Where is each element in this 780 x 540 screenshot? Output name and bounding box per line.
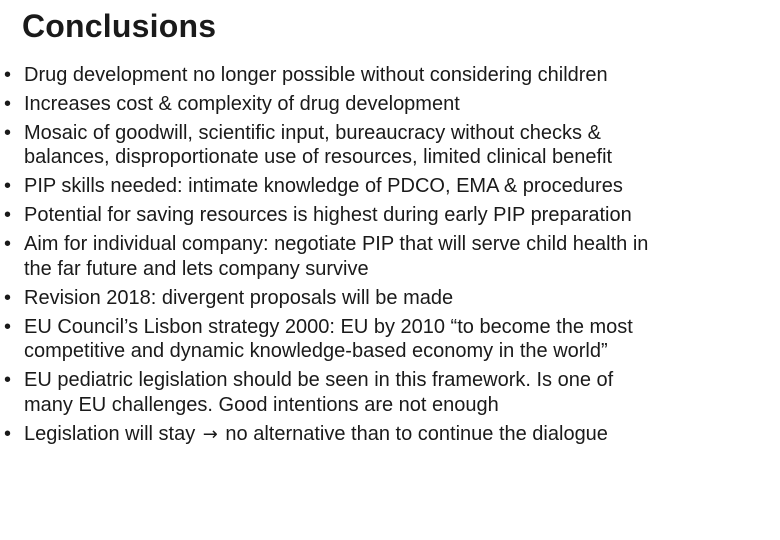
bullet-text-before-arrow: Legislation will stay	[24, 422, 196, 445]
bullet-text: PIP skills needed: intimate knowledge of PDCO, EMA & procedures	[24, 175, 623, 198]
bullet-text-continued: the far future and lets company survive	[24, 257, 369, 280]
bullet-item	[4, 232, 776, 281]
bullet-dot: •	[4, 286, 12, 309]
bullet-text: Increases cost & complexity of drug development	[24, 93, 460, 115]
bullet-item	[4, 121, 776, 170]
bullet-item	[4, 203, 776, 227]
bullet-item	[4, 286, 776, 310]
bullet-item	[4, 92, 776, 116]
bullet-dot: •	[4, 175, 12, 198]
bullet-dot: •	[4, 369, 12, 392]
bullet-text: Revision 2018: divergent proposals will be made	[24, 286, 454, 309]
bullet-dot: •	[4, 64, 12, 86]
bullet-text: EU Council’s Lisbon strategy 2000: EU by 2010 “to become the most	[24, 315, 633, 338]
bullet-text-after-arrow: no alternative than to continue the dialogue	[225, 422, 608, 445]
bullet-text-continued: competitive and dynamic knowledge-based economy in the world”	[24, 340, 608, 363]
bullet-text-continued: many EU challenges. Good intentions are not enough	[24, 393, 499, 416]
bullet-text: Drug development no longer possible without considering children	[24, 64, 608, 86]
arrow-right-icon: →	[202, 423, 218, 445]
bullet-item	[4, 422, 776, 447]
bullet-dot: •	[4, 122, 12, 144]
bullet-item	[4, 315, 776, 364]
bullet-text-continued: balances, disproportionate use of resources, limited clinical benefit	[24, 146, 613, 169]
bullet-list	[4, 63, 776, 452]
bullet-text: EU pediatric legislation should be seen in this framework. Is one of	[24, 369, 614, 392]
bullet-text	[24, 422, 776, 447]
bullet-dot: •	[4, 422, 12, 445]
bullet-text: Potential for saving resources is highest during early PIP preparation	[24, 204, 632, 227]
bullet-dot: •	[4, 315, 12, 338]
bullet-item	[4, 368, 776, 417]
bullet-dot: •	[4, 204, 12, 227]
slide-title: Conclusions	[22, 8, 217, 44]
bullet-dot: •	[4, 93, 12, 115]
bullet-dot: •	[4, 233, 12, 256]
bullet-item	[4, 63, 776, 87]
bullet-text: Mosaic of goodwill, scientific input, bureaucracy without checks &	[24, 122, 601, 144]
bullet-item	[4, 174, 776, 198]
bullet-text: Aim for individual company: negotiate PIP that will serve child health in	[24, 233, 649, 256]
